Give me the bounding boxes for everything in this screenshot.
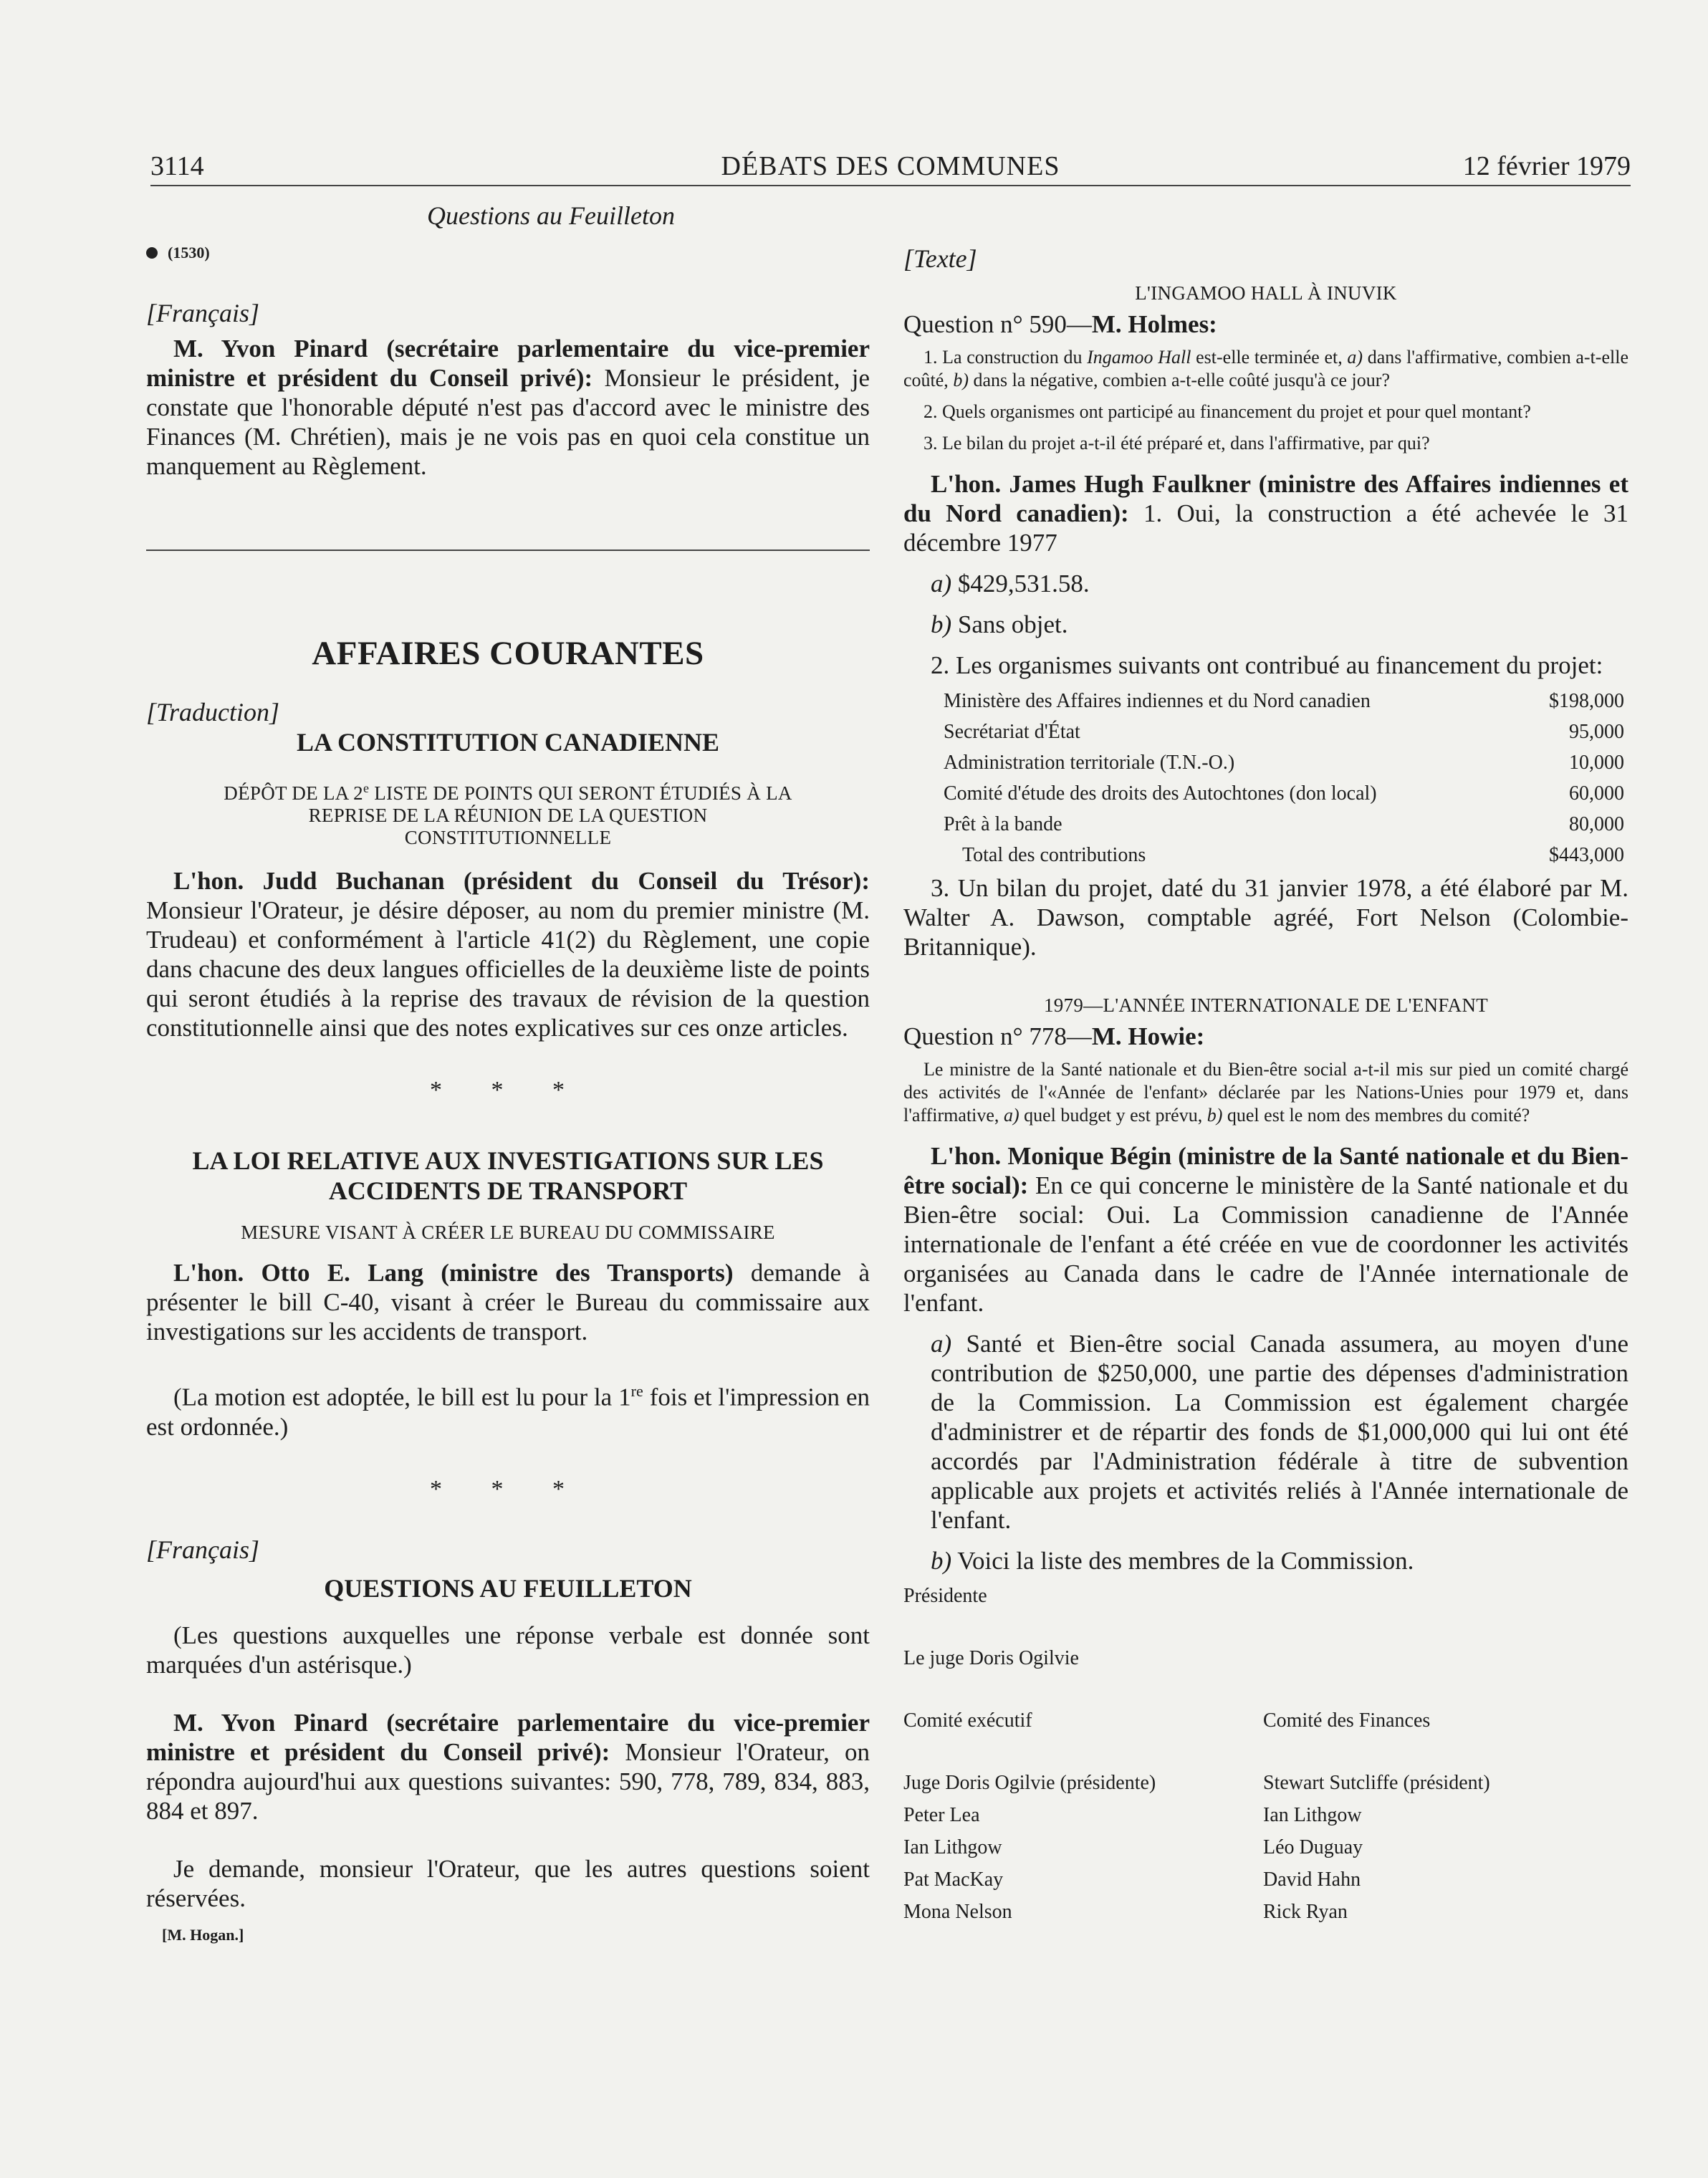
page-number: 3114 bbox=[150, 151, 204, 181]
contribution-amount: 95,000 bbox=[1569, 720, 1624, 743]
page-footnote: [M. Hogan.] bbox=[162, 1925, 244, 1944]
contribution-total-row bbox=[944, 840, 1624, 870]
subheading-depot bbox=[146, 777, 870, 849]
member-name: Peter Lea bbox=[903, 1804, 980, 1826]
subheading-line: REPRISE DE LA RÉUNION DE LA QUESTION bbox=[308, 805, 708, 826]
speaker: M. Yvon Pinard (secrétaire parlementaire du vice-premier ministre et président du Conseil privé): bbox=[146, 335, 870, 392]
total-value: $443,000 bbox=[1549, 843, 1624, 866]
time-mark-text: (1530) bbox=[168, 244, 210, 262]
motion-adopted: (La motion est adoptée, le bill est lu pour la 1re fois et l'impression en est ordonnée.) bbox=[146, 1382, 870, 1441]
speech-text: Monsieur le président, je constate que l'honorable député n'est pas d'accord avec le ministre des Finances (M. Chrétien), mais je ne vois pas en quoi cela constitue un manquement au Règlement. bbox=[146, 364, 870, 480]
speech-pinard-1 bbox=[146, 334, 870, 481]
contribution-row bbox=[944, 716, 1624, 747]
answer-590-b: b) Sans objet. bbox=[931, 610, 1068, 638]
time-mark bbox=[146, 244, 870, 262]
running-header bbox=[150, 148, 1631, 186]
presidente-name: Le juge Doris Ogilvie bbox=[903, 1647, 1079, 1669]
speech-pinard-2 bbox=[146, 1708, 870, 1826]
left-column bbox=[146, 201, 870, 1944]
contribution-row bbox=[944, 778, 1624, 809]
contribution-org: Secrétariat d'État bbox=[944, 720, 1080, 743]
member-name: Ian Lithgow bbox=[1263, 1804, 1362, 1826]
language-marker: [Traduction] bbox=[146, 698, 280, 726]
subheading-mesure: MESURE VISANT À CRÉER LE BUREAU DU COMMISSAIRE bbox=[241, 1222, 775, 1243]
speech-buchanan bbox=[146, 866, 870, 1042]
answer-590-2: 2. Les organismes suivants ont contribué au financement du projet: bbox=[931, 651, 1603, 679]
section-divider bbox=[146, 550, 870, 551]
heading-annee-enfant: 1979—L'ANNÉE INTERNATIONALE DE L'ENFANT bbox=[1043, 994, 1489, 1016]
speech-text: demande à présenter le bill C-40, visant à créer le Bureau du commissaire aux investigations sur les accidents de transport. bbox=[146, 1259, 870, 1345]
member-name: Stewart Sutcliffe (président) bbox=[1263, 1772, 1490, 1794]
committee-columns bbox=[903, 1704, 1628, 1928]
questions-note: (Les questions auxquelles une réponse verbale est donnée sont marquées d'un astérisque.) bbox=[146, 1621, 870, 1679]
contribution-org: Comité d'étude des droits des Autochtones (don local) bbox=[944, 782, 1377, 805]
contribution-org: Administration territoriale (T.N.-O.) bbox=[944, 751, 1235, 774]
commission-members bbox=[903, 1580, 1628, 1928]
member-name: Léo Duguay bbox=[1263, 1836, 1363, 1858]
question-778-heading: Question n° 778—M. Howie: bbox=[903, 1022, 1205, 1050]
heading-ingamoo: L'INGAMOO HALL À INUVIK bbox=[1135, 282, 1397, 304]
contribution-row bbox=[944, 809, 1624, 840]
contribution-amount: 60,000 bbox=[1569, 782, 1624, 805]
executive-committee-label: Comité exécutif bbox=[903, 1709, 1032, 1732]
speaker: L'hon. James Hugh Faulkner (ministre des Affaires indiennes et du Nord canadien): bbox=[903, 470, 1628, 527]
section-separator: * * * bbox=[430, 1077, 586, 1103]
finance-committee-label: Comité des Finances bbox=[1263, 1709, 1431, 1732]
question-590-part-3: 3. Le bilan du projet a-t-il été préparé et, dans l'affirmative, par qui? bbox=[923, 433, 1430, 454]
presidente-label: Présidente bbox=[903, 1585, 987, 1607]
speaker: M. Yvon Pinard (secrétaire parlementaire du vice-premier ministre et président du Conseil privé): bbox=[146, 1708, 870, 1766]
speaker: L'hon. Monique Bégin (ministre de la Santé nationale et du Bien-être social): bbox=[903, 1142, 1628, 1199]
executive-committee bbox=[903, 1704, 1263, 1928]
contribution-org: Prêt à la bande bbox=[944, 812, 1062, 835]
answer-faulkner: L'hon. James Hugh Faulkner (ministre des Affaires indiennes et du Nord canadien): 1. Oui, la construction a été achevée le 31 décembre 1977 bbox=[903, 470, 1628, 557]
section-title-affaires: AFFAIRES COURANTES bbox=[312, 635, 704, 672]
language-marker: [Français] bbox=[146, 1535, 260, 1564]
speech-text: Monsieur l'Orateur, je désire déposer, au nom du premier ministre (M. Trudeau) et conformément à l'article 41(2) du Règlement, une copie dans chacune des deux langues officielles de la deuxième liste de points qui seront étudiés à la reprise des travaux de révision de la question constitutionnelle ainsi que des notes explicatives sur ces onze articles. bbox=[146, 896, 870, 1042]
question-778-text: Le ministre de la Santé nationale et du Bien-être social a-t-il mis sur pied un comité chargé des activités de l'«Année de l'enfant» déclarée par les Nations-Unies pour 1979 et, dans l'affirmative, a) quel budget y est prévu, b) quel est le nom des membres du comité? bbox=[903, 1059, 1628, 1126]
member-name: Rick Ryan bbox=[1263, 1901, 1348, 1923]
contribution-row bbox=[944, 686, 1624, 716]
finance-committee bbox=[1263, 1704, 1623, 1928]
subheading-line: DÉPÔT DE LA 2e LISTE DE POINTS QUI SERONT ÉTUDIÉS À LA bbox=[224, 781, 792, 804]
contribution-org: Ministère des Affaires indiennes et du Nord canadien bbox=[944, 689, 1371, 712]
issue-date: 12 février 1979 bbox=[1462, 151, 1631, 181]
question-590-part-2: 2. Quels organismes ont participé au financement du projet et pour quel montant? bbox=[923, 401, 1531, 422]
running-section-title: Questions au Feuilleton bbox=[427, 201, 675, 230]
contribution-row bbox=[944, 747, 1624, 778]
speech-pinard-3: Je demande, monsieur l'Orateur, que les autres questions soient réservées. bbox=[146, 1854, 870, 1912]
answer-778-b: b) Voici la liste des membres de la Commission. bbox=[931, 1547, 1414, 1575]
heading-questions: QUESTIONS AU FEUILLETON bbox=[324, 1573, 692, 1603]
contributions-table bbox=[944, 686, 1624, 870]
speaker: L'hon. Judd Buchanan (président du Conseil du Trésor): bbox=[173, 867, 870, 895]
question-590-heading: Question n° 590—M. Holmes: bbox=[903, 310, 1217, 338]
member-name: Pat MacKay bbox=[903, 1868, 1004, 1891]
answer-778-a: a) Santé et Bien-être social Canada assumera, au moyen d'une contribution de $250,000, une partie des dépenses d'administration de la Commission. La Commission est également chargée d'administrer et de répartir des fonds de $1,000,000 qui lui ont été accordés par l'Administration fédérale à titre de subvention applicable aux projets et activités reliés à l'Année internationale de l'enfant. bbox=[931, 1330, 1628, 1534]
member-name: David Hahn bbox=[1263, 1868, 1361, 1891]
contribution-amount: $198,000 bbox=[1549, 689, 1624, 712]
bullet-icon bbox=[146, 247, 158, 259]
member-name: Ian Lithgow bbox=[903, 1836, 1002, 1858]
right-column bbox=[903, 244, 1628, 1928]
subheading-line: CONSTITUTIONNELLE bbox=[404, 827, 612, 848]
member-name: Mona Nelson bbox=[903, 1901, 1012, 1923]
contribution-amount: 10,000 bbox=[1569, 751, 1624, 774]
total-label: Total des contributions bbox=[962, 843, 1146, 866]
speech-text: Monsieur l'Orateur, on répondra aujourd'hui aux questions suivantes: 590, 778, 789, 834, 883, 884 et 897. bbox=[146, 1737, 870, 1825]
member-name: Juge Doris Ogilvie (présidente) bbox=[903, 1772, 1156, 1794]
question-590-part-1: 1. La construction du Ingamoo Hall est-elle terminée et, a) dans l'affirmative, combien a-t-elle coûté, b) dans la négative, combien a-t-elle coûté jusqu'à ce jour? bbox=[903, 347, 1628, 390]
heading-loi: LA LOI RELATIVE AUX INVESTIGATIONS SUR LES ACCIDENTS DE TRANSPORT bbox=[192, 1146, 824, 1205]
answer-590-a: a) $429,531.58. bbox=[931, 570, 1090, 598]
language-marker: [Texte] bbox=[903, 244, 977, 273]
language-marker: [Français] bbox=[146, 299, 260, 327]
answer-590-3: 3. Un bilan du projet, daté du 31 janvier 1978, a été élaboré par M. Walter A. Dawson, comptable agréé, Fort Nelson (Colombie-Britannique). bbox=[903, 874, 1628, 961]
answer-begin: L'hon. Monique Bégin (ministre de la Santé nationale et du Bien-être social): En ce qui concerne le ministère de la Santé nationale et du Bien-être social: Oui. La Commission canadienne de l'Année internationale de l'enfant a été créée en vue de coordonner les activités organisées au Canada dans le cadre de l'Année internationale de l'enfant. bbox=[903, 1142, 1629, 1317]
contribution-amount: 80,000 bbox=[1569, 812, 1624, 835]
speech-lang bbox=[146, 1258, 870, 1346]
publication-title: DÉBATS DES COMMUNES bbox=[721, 151, 1060, 181]
section-separator: * * * bbox=[430, 1475, 586, 1502]
heading-constitution: LA CONSTITUTION CANADIENNE bbox=[296, 728, 720, 757]
speaker: L'hon. Otto E. Lang (ministre des Transports) bbox=[173, 1259, 734, 1287]
